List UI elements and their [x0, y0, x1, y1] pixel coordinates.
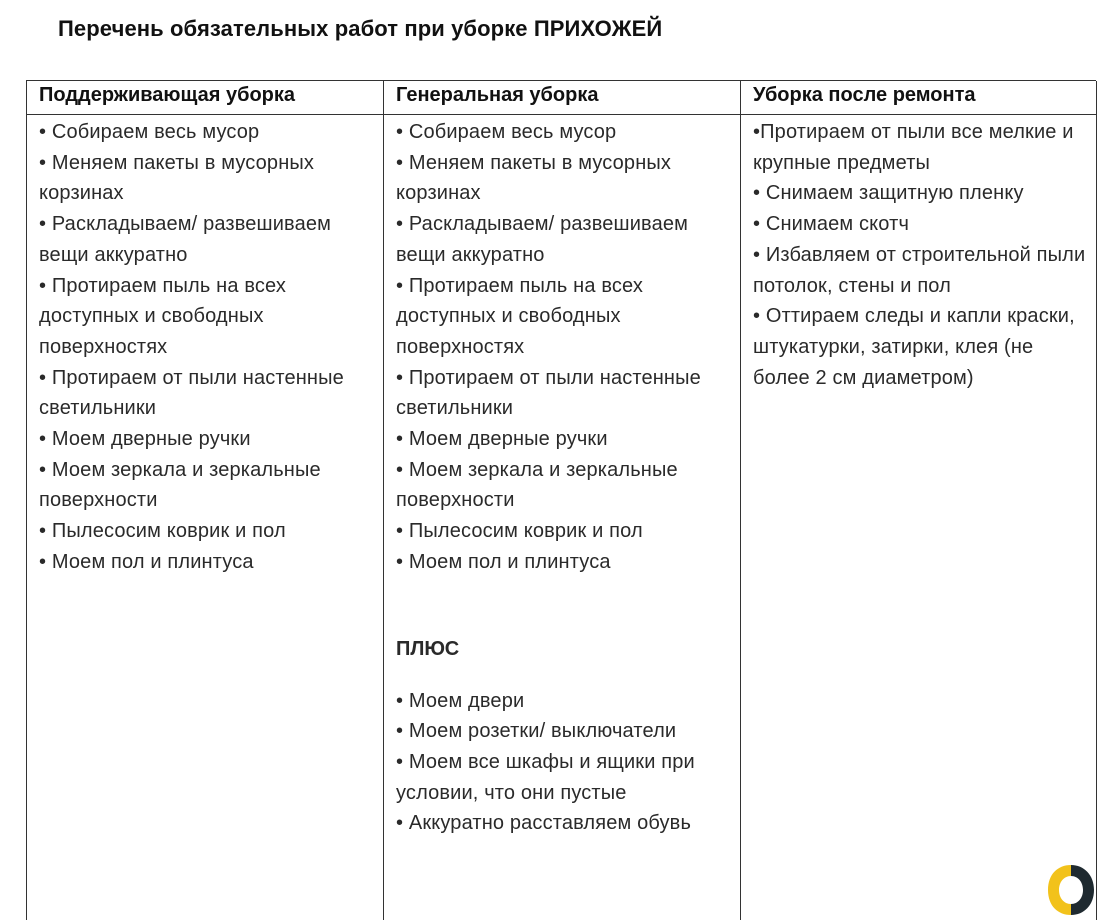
list-item: • Собираем весь мусор — [396, 121, 617, 143]
list-item: • Моем все шкафы и ящики при условии, что они пустые — [396, 750, 695, 804]
list-item: • Моем пол и плинтуса — [39, 550, 254, 573]
logo-dark-shape — [1071, 865, 1094, 915]
list-item: • Протираем от пыли настенные светильники — [39, 366, 344, 420]
list-item: • Протираем пыль на всех доступных и свободных поверхностях — [39, 274, 287, 358]
list-item: • Протираем от пыли настенные светильники — [396, 366, 701, 420]
task-list — [753, 117, 1090, 393]
list-item: • Снимаем защитную пленку — [753, 182, 1024, 205]
list-item: • Избавляем от строительной пыли потолок, стены и пол — [753, 243, 1086, 297]
column-body — [384, 115, 740, 839]
column-header: Генеральная уборка — [384, 81, 740, 115]
list-item: • Моем дверные ручки — [396, 428, 608, 451]
logo-yellow-arc — [1048, 865, 1071, 915]
list-item: • Моем пол и плинтуса — [396, 550, 611, 573]
column-body — [27, 115, 383, 578]
task-list — [39, 117, 377, 578]
list-item: •Протираем от пыли все мелкие и крупные предметы — [753, 121, 1074, 174]
column-general — [384, 81, 741, 920]
column-after-renovation — [741, 81, 1097, 920]
column-body — [741, 115, 1096, 393]
list-item: • Пылесосим коврик и пол — [396, 520, 643, 543]
list-item: • Меняем пакеты в мусорных корзинах — [39, 151, 315, 205]
list-item: • Раскладываем/ развешиваем вещи аккуратно — [396, 213, 689, 266]
task-list — [396, 117, 734, 578]
list-item: • Раскладываем/ развешиваем вещи аккуратно — [39, 213, 332, 266]
list-item: • Протираем пыль на всех доступных и свободных поверхностях — [396, 274, 644, 358]
plus-task-list — [396, 686, 734, 840]
column-header: Поддерживающая уборка — [27, 81, 383, 115]
page-title: Перечень обязательных работ при уборке ПРИХОЖЕЙ — [58, 16, 663, 41]
list-item: • Моем дверные ручки — [39, 428, 251, 451]
list-item: • Пылесосим коврик и пол — [39, 520, 286, 543]
list-item: • Собираем весь мусор — [39, 121, 260, 143]
list-item: • Аккуратно расставляем обувь — [396, 812, 692, 835]
list-item: • Моем зеркала и зеркальные поверхности — [39, 458, 321, 512]
list-item: • Снимаем скотч — [753, 213, 910, 236]
column-maintenance — [27, 81, 384, 920]
list-item: • Оттираем следы и капли краски, штукатурки, затирки, клея (не более 2 см диаметром) — [753, 305, 1075, 389]
cleaning-table — [26, 80, 1096, 920]
plus-label: ПЛЮС — [396, 637, 460, 660]
brand-logo-icon — [1044, 862, 1096, 918]
list-item: • Меняем пакеты в мусорных корзинах — [396, 151, 672, 205]
column-header: Уборка после ремонта — [741, 81, 1096, 115]
list-item: • Моем двери — [396, 689, 525, 712]
list-item: • Моем зеркала и зеркальные поверхности — [396, 458, 678, 512]
list-item: • Моем розетки/ выключатели — [396, 720, 677, 743]
